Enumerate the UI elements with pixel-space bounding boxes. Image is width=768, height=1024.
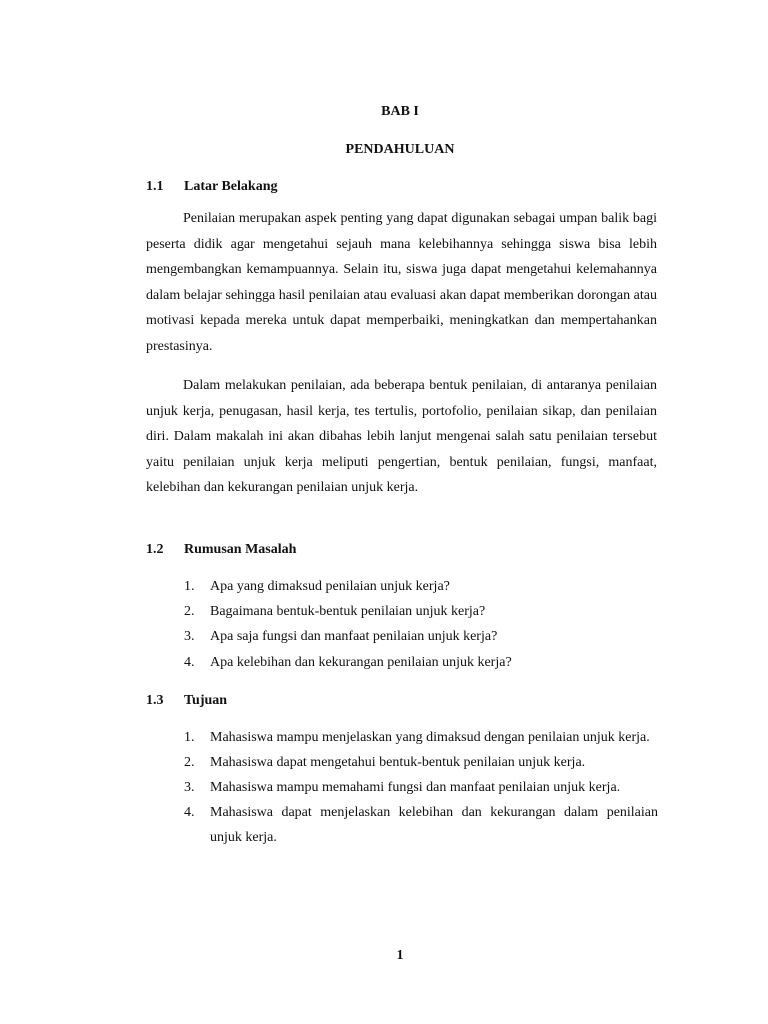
list-item-text: Mahasiswa mampu menjelaskan yang dimaksud dengan penilaian unjuk kerja. <box>210 730 650 745</box>
list-item-text: Mahasiswa dapat mengetahui bentuk-bentuk penilaian unjuk kerja. <box>210 755 586 770</box>
list-item <box>184 628 658 646</box>
list-item-number: 2. <box>184 755 195 770</box>
list-item-number: 3. <box>184 629 195 645</box>
list-item <box>184 725 658 750</box>
list-item-text: Apa saja fungsi dan manfaat penilaian unjuk kerja? <box>210 629 498 645</box>
list-item-text: Bagaimana bentuk-bentuk penilaian unjuk kerja? <box>210 604 486 620</box>
section-number: 1.3 <box>146 693 164 708</box>
section-heading-latar-belakang <box>146 178 277 196</box>
chapter-label: BAB I <box>381 104 419 119</box>
list-item-number: 4. <box>184 654 195 670</box>
page-number: 1 <box>396 948 404 963</box>
paragraph-latar-1: Penilaian merupakan aspek penting yang dapat digunakan sebagai umpan balik bagi peserta didik agar mengetahui sejauh mana kelebihannya sehingga siswa bisa lebih mengembangkan kemampuannya. Selain itu, siswa juga dapat mengetahui kelemahannya dalam belajar sehingga hasil penilaian atau evaluasi akan dapat memberikan dorongan atau motivasi kepada mereka untuk dapat memperbaiki, meningkatkan dan mempertahankan prestasinya. <box>146 211 657 354</box>
section-number: 1.1 <box>146 179 164 194</box>
section-title: Tujuan <box>184 693 228 708</box>
section-title: Rumusan Masalah <box>184 542 297 557</box>
list-item-number: 1. <box>184 579 195 594</box>
list-item <box>184 578 658 596</box>
list-item-text: Apa yang dimaksud penilaian unjuk kerja? <box>210 579 450 594</box>
section-heading-rumusan-masalah <box>146 541 296 559</box>
list-item-text: Apa kelebihan dan kekurangan penilaian unjuk kerja? <box>210 654 512 670</box>
list-item-number: 2. <box>184 604 195 620</box>
list-item <box>184 603 658 621</box>
list-item-number: 4. <box>184 805 195 820</box>
list-item-text: Mahasiswa dapat menjelaskan kelebihan dan kekurangan dalam penilaian unjuk kerja. <box>210 805 658 845</box>
list-item-text: Mahasiswa mampu memahami fungsi dan manfaat penilaian unjuk kerja. <box>210 780 621 795</box>
section-number: 1.2 <box>146 542 164 557</box>
list-item <box>184 775 658 800</box>
rumusan-masalah-list <box>184 578 658 679</box>
chapter-title: PENDAHULUAN <box>345 142 455 157</box>
section-heading-tujuan <box>146 692 227 710</box>
list-item-number: 1. <box>184 730 195 745</box>
tujuan-list <box>184 725 658 850</box>
paragraph-latar-2: Dalam melakukan penilaian, ada beberapa bentuk penilaian, di antaranya penilaian unjuk kerja, penugasan, hasil kerja, tes tertulis, portofolio, penilaian sikap, dan penilaian diri. Dalam makalah ini akan dibahas lebih lanjut mengenai salah satu penilaian tersebut yaitu penilaian unjuk kerja meliputi pengertian, bentuk penilaian, fungsi, manfaat, kelebihan dan kekurangan penilaian unjuk kerja. <box>146 378 657 496</box>
list-item <box>184 800 658 850</box>
list-item <box>184 750 658 775</box>
list-item-number: 3. <box>184 780 195 795</box>
section-title: Latar Belakang <box>184 179 278 194</box>
list-item <box>184 654 658 672</box>
